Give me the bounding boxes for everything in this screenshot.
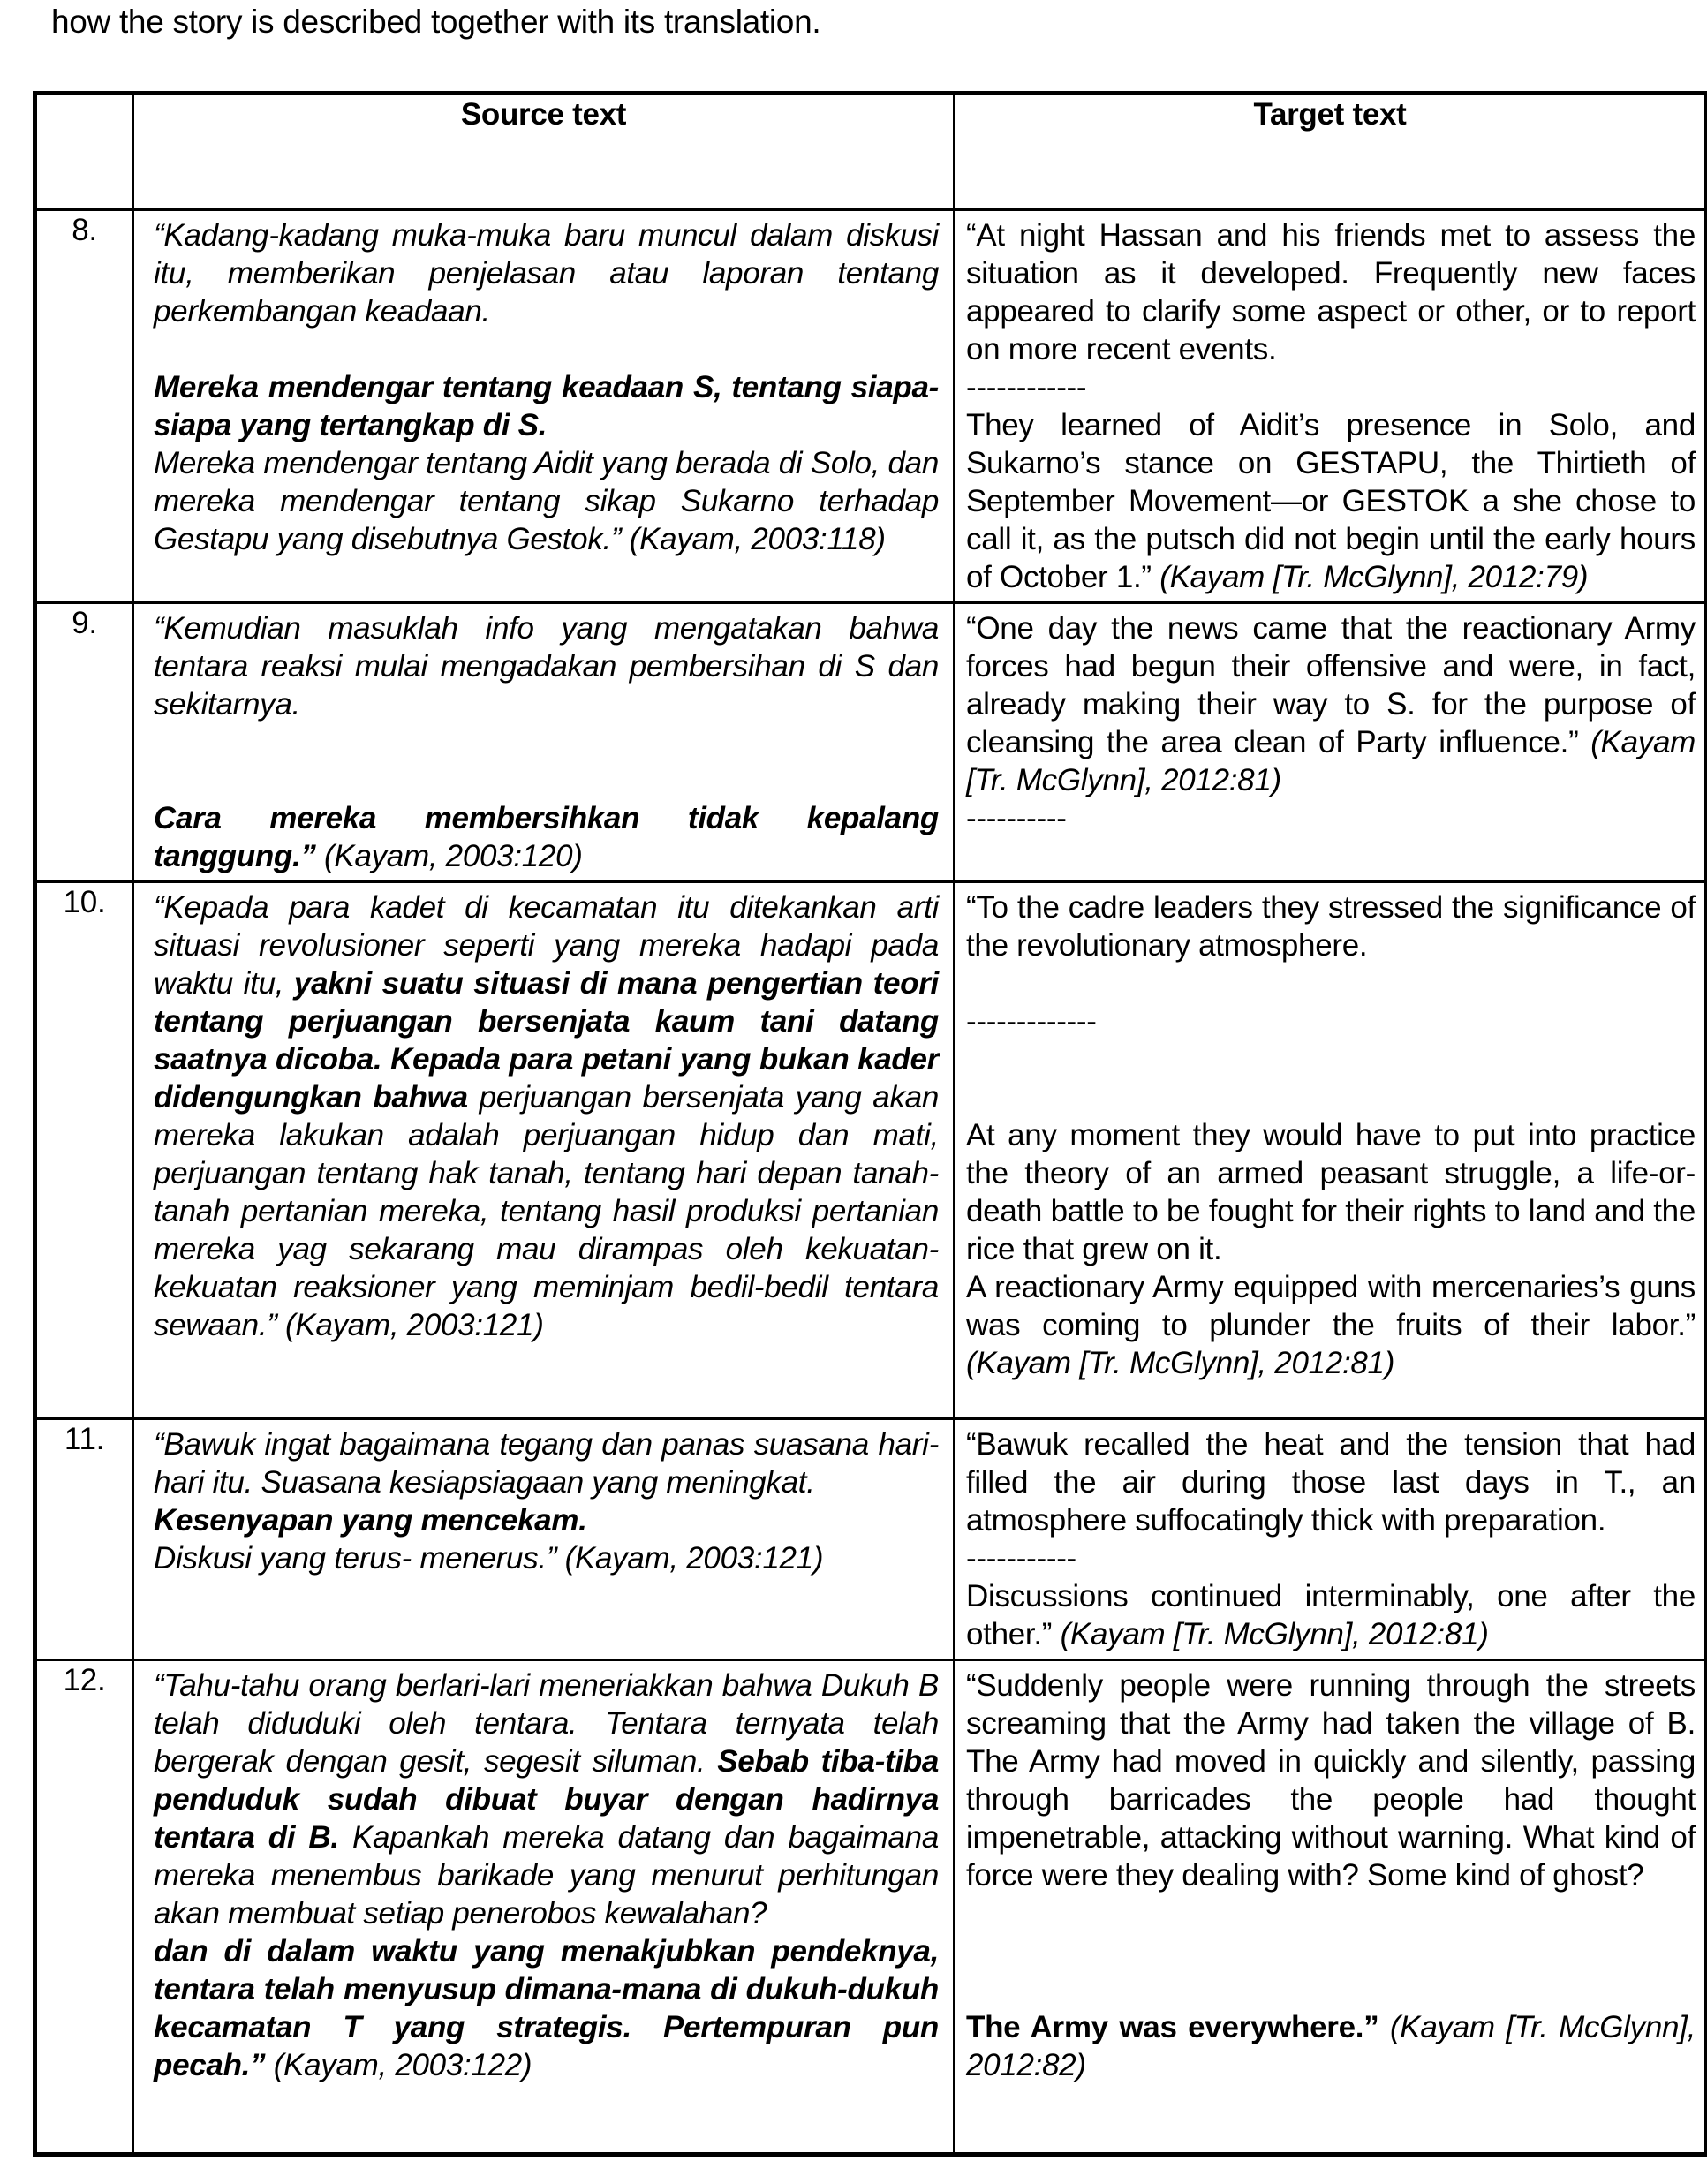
text-run: (Kayam [Tr. McGlynn], 2012:81) [966, 725, 1696, 797]
paragraph [154, 1666, 939, 1932]
text-run: “Suddenly people were running through the streets screaming that the Army had taken the village of B. The Army had moved in quickly and silently, passing through barricades the people had thought impenetrable, attacking without warning. What kind of force were they dealing with? Some kind of ghost? [966, 1668, 1696, 1893]
paragraph [966, 406, 1696, 596]
blank-line [154, 330, 939, 368]
target-text-cell [955, 1419, 1707, 1660]
text-run: (Kayam [Tr. McGlynn], 2012:79) [1159, 560, 1589, 594]
paragraph [154, 609, 939, 723]
blank-line [966, 1040, 1696, 1078]
row-number: 10. [35, 882, 133, 1419]
text-run: Diskusi yang terus- menerus.” (Kayam, 2003:121) [154, 1541, 824, 1576]
source-text-column-header: Source text [133, 94, 955, 210]
text-run: “Bawuk recalled the heat and the tension that had filled the air during those last days in T., an atmosphere suffocatingly thick with preparation. [966, 1427, 1696, 1538]
number-column-header [35, 94, 133, 210]
text-run: “Kepada para kadet di kecamatan itu ditekankan arti situasi revolusioner seperti yang mereka hadapi pada waktu itu, [154, 890, 939, 1001]
row-number: 11. [35, 1419, 133, 1660]
paragraph [966, 1425, 1696, 1539]
comparison-table-body [35, 210, 1707, 2155]
blank-line [966, 964, 1696, 1002]
table-header-row [35, 94, 1707, 210]
text-run: At any moment they would have to put into practice the theory of an armed peasant struggle, a life-or-death battle to be fought for their rights to land and the rice that grew on it. [966, 1118, 1696, 1266]
text-run: Mereka mendengar tentang Aidit yang berada di Solo, dan mereka mendengar tentang sikap Sukarno terhadap Gestapu yang disebutnya Gestok.” (Kayam, 2003:118) [154, 446, 939, 556]
text-run: (Kayam [Tr. McGlynn], 2012:81) [966, 1346, 1395, 1380]
source-text-cell [133, 1419, 955, 1660]
text-run: “Kemudian masuklah info yang mengatakan bahwa tentara reaksi mulai mengadakan pembersihan di S dan sekitarnya. [154, 611, 939, 722]
text-run: perjuangan bersenjata yang akan mereka lakukan adalah perjuangan hidup dan mati, perjuangan tentang hak tanah, tentang hari depan tanah-tanah pertanian mereka, tentang hasil produksi pertanian mereka yag sekarang mau dirampas oleh kekuatan-kekuatan reaksioner yang meminjam bedil-bedil tentara sewaan.” (Kayam, 2003:121) [154, 1080, 939, 1342]
table-row [35, 882, 1707, 1419]
paragraph [966, 799, 1696, 837]
paragraph [966, 216, 1696, 368]
text-run: Cara mereka membersihkan tidak kepalang tanggung.” [154, 801, 939, 873]
source-text-cell [133, 603, 955, 882]
translation-comparison-table [33, 91, 1707, 2157]
blank-line [154, 723, 939, 761]
blank-line [966, 1894, 1696, 1932]
target-text-column-header: Target text [955, 94, 1707, 210]
text-run: (Kayam, 2003:122) [273, 2048, 532, 2082]
paragraph [966, 368, 1696, 406]
text-run: ------------ [966, 370, 1087, 404]
paragraph [154, 1425, 939, 1501]
text-run: The Army was everywhere.” [966, 2010, 1390, 2044]
source-text-cell [133, 210, 955, 603]
paragraph [966, 609, 1696, 799]
source-text-cell [133, 1660, 955, 2155]
blank-line [966, 1078, 1696, 1116]
table-row [35, 1419, 1707, 1660]
text-run: Kesenyapan yang mencekam. [154, 1503, 587, 1538]
text-run: ----------- [966, 1541, 1076, 1576]
paragraph [154, 368, 939, 444]
paragraph [966, 1116, 1696, 1268]
paragraph [154, 216, 939, 330]
text-run: (Kayam, 2003:120) [324, 839, 583, 873]
paragraph [966, 1577, 1696, 1653]
paragraph [154, 444, 939, 558]
paragraph [966, 2008, 1696, 2084]
paragraph [966, 1666, 1696, 1894]
text-run: “At night Hassan and his friends met to assess the situation as it developed. Frequently new faces appeared to clarify some aspect or other, or to report on more recent events. [966, 218, 1696, 367]
paragraph [966, 1002, 1696, 1040]
text-run: (Kayam [Tr. McGlynn], 2012:82) [966, 2010, 1696, 2082]
text-run: dan di dalam waktu yang menakjubkan pendeknya, tentara telah menyusup dimana-mana di dukuh-dukuh kecamatan T yang strategis. Pertempuran pun pecah.” [154, 1934, 939, 2082]
intro-paragraph-text: how the story is described together with its translation. [51, 4, 821, 40]
text-run: “Tahu-tahu orang berlari-lari meneriakkan bahwa Dukuh B telah diduduki oleh tentara. Tentara ternyata telah bergerak dengan gesit, segesit siluman. [154, 1668, 939, 1779]
text-run: A reactionary Army equipped with mercenaries’s guns was coming to plunder the fruits of their labor.” [966, 1270, 1696, 1342]
blank-line [154, 761, 939, 799]
blank-line [966, 1932, 1696, 1970]
paragraph [154, 1932, 939, 2084]
target-text-cell [955, 1660, 1707, 2155]
row-number: 12. [35, 1660, 133, 2155]
row-number: 8. [35, 210, 133, 603]
target-text-cell [955, 210, 1707, 603]
paragraph [966, 1539, 1696, 1577]
paragraph [966, 888, 1696, 964]
text-run: “Bawuk ingat bagaimana tegang dan panas suasana hari-hari itu. Suasana kesiapsiagaan yang meningkat. [154, 1427, 939, 1500]
text-run: ---------- [966, 801, 1067, 835]
paragraph [154, 888, 939, 1344]
text-run: “To the cadre leaders they stressed the significance of the revolutionary atmosphere. [966, 890, 1696, 963]
text-run: “One day the news came that the reactionary Army forces had begun their offensive and were, in fact, already making their way to S. for the purpose of cleansing the area clean of Party influence.” [966, 611, 1696, 759]
paragraph [154, 799, 939, 875]
paragraph [966, 1268, 1696, 1382]
source-text-cell [133, 882, 955, 1419]
paragraph [154, 1539, 939, 1577]
text-run: Sebab tiba-tiba penduduk sudah dibuat buyar dengan hadirnya tentara di B. [154, 1744, 939, 1855]
text-run: yakni suatu situasi di mana pengertian teori tentang perjuangan bersenjata kaum tani datang saatnya dicoba. Kepada para petani yang bukan kader didengungkan bahwa [154, 966, 939, 1115]
target-text-cell [955, 603, 1707, 882]
text-run: Discussions continued interminably, one after the other.” [966, 1579, 1696, 1651]
text-run: (Kayam [Tr. McGlynn], 2012:81) [1060, 1617, 1489, 1651]
table-row [35, 603, 1707, 882]
paragraph [154, 1501, 939, 1539]
target-text-cell [955, 882, 1707, 1419]
text-run: Mereka mendengar tentang keadaan S, tentang siapa-siapa yang tertangkap di S. [154, 370, 939, 442]
text-run: Kapankah mereka datang dan bagaimana mereka menembus barikade yang menurut perhitungan akan membuat setiap penerobos kewalahan? [154, 1820, 939, 1931]
table-row [35, 210, 1707, 603]
table-row [35, 1660, 1707, 2155]
blank-line [966, 1970, 1696, 2008]
text-run: They learned of Aidit’s presence in Solo, and Sukarno’s stance on GESTAPU, the Thirtieth of September Movement—or GESTOK a she chose to call it, as the putsch did not begin until the early hours of October 1.” [966, 408, 1696, 594]
text-run: ------------- [966, 1004, 1097, 1039]
row-number: 9. [35, 603, 133, 882]
text-run: “Kadang-kadang muka-muka baru muncul dalam diskusi itu, memberikan penjelasan atau laporan tentang perkembangan keadaan. [154, 218, 939, 329]
